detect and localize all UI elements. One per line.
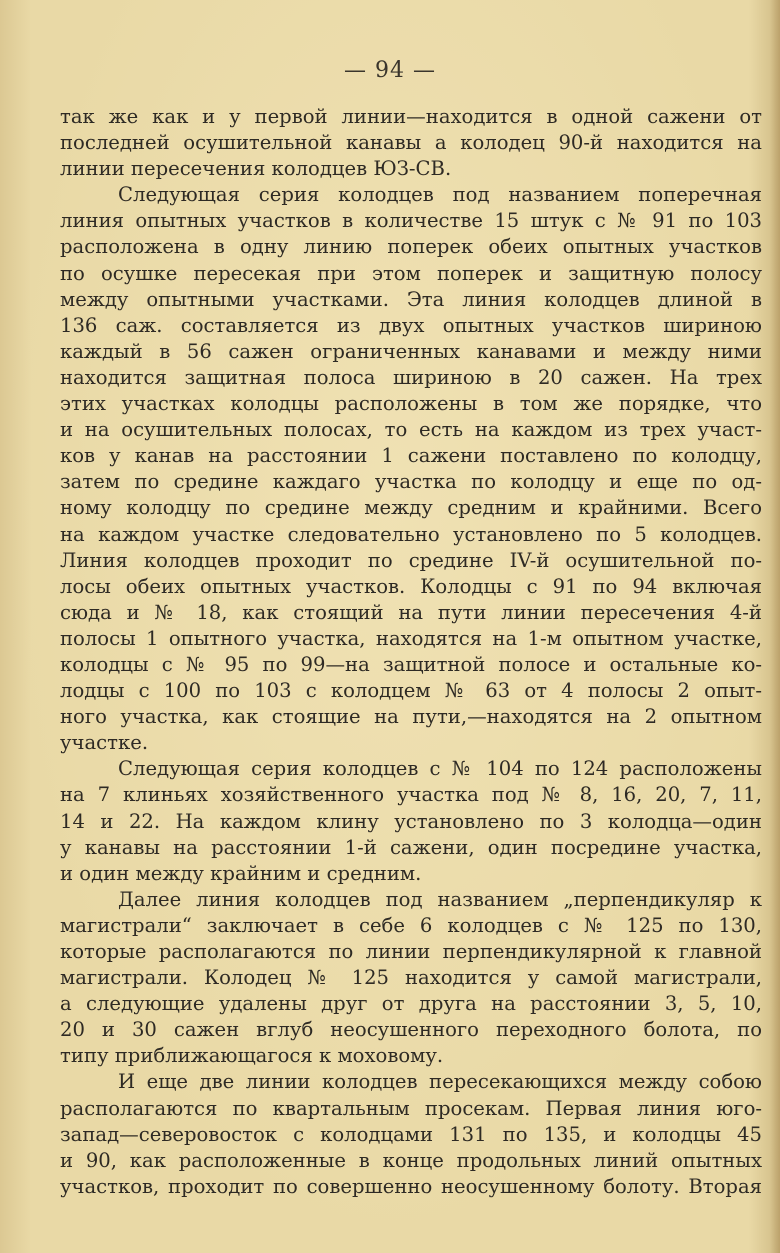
text-line: на каждом участке следовательно установлено по 5 колодцев. — [60, 522, 762, 546]
paragraph — [60, 887, 762, 1070]
text-line: 20 и 30 сажен вглуб неосушенного переходного болота, по — [60, 1018, 762, 1042]
text-line: лосы обеих опытных участков. Колодцы с 91 по 94 включая — [60, 574, 762, 598]
text-line: которые располагаются по линии перпендикулярной к главной — [60, 940, 762, 963]
text-line: запад—северовосток с колодцами 131 по 135, и колодцы 45 — [60, 1122, 762, 1146]
text-line: каждый в 56 сажен ограниченных канавами и между ними — [60, 339, 762, 363]
text-line: и один между крайним и средним. — [60, 861, 422, 885]
text-line: и на осушительных полосах, то есть на каждом из трех участ- — [60, 418, 762, 442]
text-line: линии пересечения колодцев ЮЗ-СВ. — [60, 157, 452, 181]
text-line: ному колодцу по средине между средним и крайними. Всего — [60, 496, 762, 520]
text-line: у канавы на расстоянии 1-й сажени, один посредине участка, — [60, 835, 762, 859]
text-line: лодцы с 100 по 103 с колодцем № 63 от 4 полосы 2 опыт- — [60, 679, 762, 703]
paragraph — [60, 104, 762, 182]
text-line: ного участка, как стоящие на пути,—находятся на 2 опытном — [60, 705, 762, 729]
text-line: Следующая серия колодцев с № 104 по 124 расположены — [118, 757, 762, 781]
text-line: магистрали. Колодец № 125 находится у самой магистрали, — [60, 966, 762, 990]
text-line: на 7 клиньях хозяйственного участка под № 8, 16, 20, 7, 11, — [60, 783, 762, 807]
paragraph — [60, 182, 762, 756]
text-line: колодцы с № 95 по 99—на защитной полосе и остальные ко- — [60, 652, 762, 676]
text-line: 14 и 22. На каждом клину установлено по 3 колодца—один — [60, 809, 762, 833]
text-line: находится защитная полоса шириною в 20 сажен. На трех — [60, 365, 762, 389]
text-line: магистрали“ заключает в себе 6 колодцев с № 125 по 130, — [60, 913, 762, 937]
text-line: 136 саж. составляется из двух опытных участков шириною — [60, 313, 762, 337]
body-text — [60, 104, 762, 1200]
text-line: участков, проходит по совершенно неосушенному болоту. Вторая — [60, 1174, 762, 1198]
text-line: линия опытных участков в количестве 15 штук с № 91 по 103 — [60, 209, 762, 233]
text-line: по осушке пересекая при этом поперек и защитную полосу — [60, 261, 762, 285]
page-number: — 94 — — [344, 58, 436, 83]
text-line: И еще две линии колодцев пересекающихся между собою — [118, 1070, 762, 1094]
text-line: а следующие удалены друг от друга на расстоянии 3, 5, 10, — [60, 992, 762, 1016]
text-line: Далее линия колодцев под названием „перпендикуляр к — [118, 887, 762, 911]
text-line: расположена в одну линию поперек обеих опытных участков — [60, 235, 762, 259]
text-line: Следующая серия колодцев под названием поперечная — [118, 183, 762, 207]
paragraph — [60, 1069, 762, 1199]
text-line: и 90, как расположенные в конце продольных линий опытных — [60, 1148, 762, 1172]
text-line: последней осушительной канавы а колодец 90-й находится на — [60, 131, 762, 155]
text-line: сюда и № 18, как стоящий на пути линии пересечения 4-й — [60, 600, 762, 624]
text-line: затем по средине каждаго участка по колодцу и еще по од- — [60, 470, 762, 494]
paragraph — [60, 756, 762, 886]
text-line: участке. — [60, 731, 149, 755]
page-edge-shadow — [770, 0, 780, 1253]
text-line: ков у канав на расстоянии 1 сажени поставлено по колодцу, — [60, 444, 762, 468]
text-line: типу приближающагося к моховому. — [60, 1044, 444, 1068]
text-line: этих участках колодцы расположены в том же порядке, что — [60, 392, 762, 416]
text-line: располагаются по квартальным просекам. Первая линия юго- — [60, 1096, 762, 1120]
text-line: Линия колодцев проходит по средине IV-й осушительной по- — [60, 548, 762, 572]
text-line: между опытными участками. Эта линия колодцев длиной в — [60, 287, 762, 311]
text-line: так же как и у первой линии—находится в одной сажени от — [60, 105, 762, 128]
text-line: полосы 1 опытного участка, находятся на 1-м опытном участке, — [60, 626, 762, 650]
